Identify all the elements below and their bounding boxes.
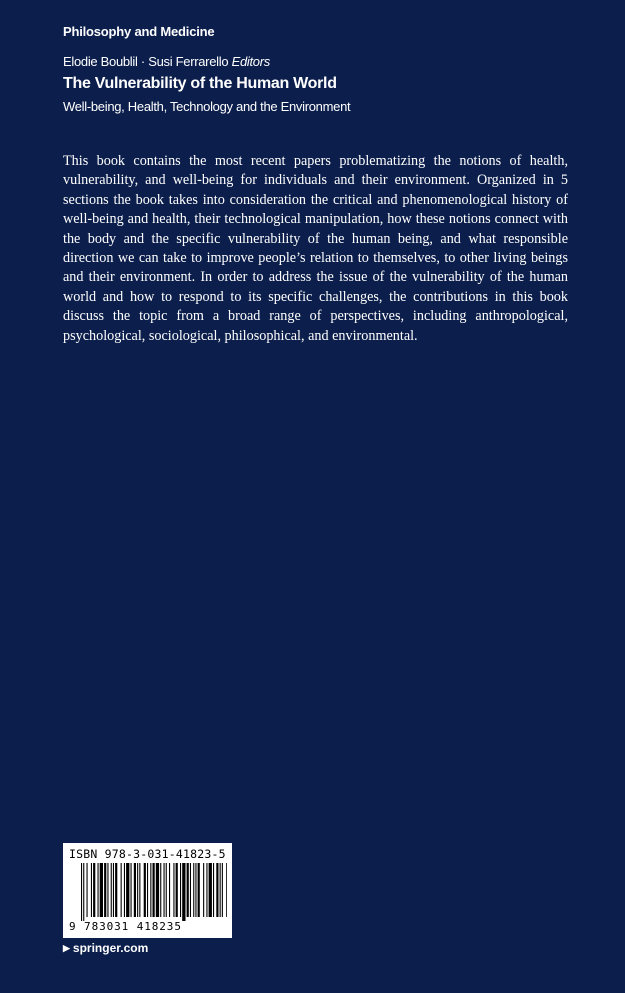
- barcode-icon: [81, 863, 227, 921]
- barcode-bar: [87, 863, 88, 917]
- editors-line: [63, 54, 270, 69]
- barcode-bar: [121, 863, 122, 917]
- barcode-bar: [107, 863, 108, 917]
- barcode-bar: [193, 863, 194, 917]
- barcode-bar: [113, 863, 114, 917]
- barcode-bar: [216, 863, 218, 917]
- book-description: This book contains the most recent papers problematizing the notions of health, vulnerability, and well-being for individuals and their environment. Organized in 5 sections the book takes into consideration the critical and phenomenological history of well-being and health, their technological manipulation, how these notions connect with the body and the specific vulnerability of the human being, and what responsible direction we can take to improve people’s relation to themselves, to other living beings and their environment. In order to address the issue of the vulnerability of the human world and how to respond to its specific challenges, the contributions in this book discuss the topic from a broad range of perspectives, including anthropological, psychological, sociological, philosophical, and environmental.: [63, 153, 568, 344]
- editor-names: Elodie Boublil · Susi Ferrarello: [63, 54, 229, 69]
- barcode-bar: [173, 863, 174, 917]
- barcode-bar: [139, 863, 140, 917]
- barcode-bar: [187, 863, 189, 917]
- barcode-bar: [131, 863, 132, 917]
- barcode-bar: [124, 863, 125, 917]
- barcode-bar: [203, 863, 204, 917]
- barcode-bar: [160, 863, 161, 917]
- barcode-bar: [213, 863, 214, 917]
- barcode-bar: [198, 863, 200, 917]
- barcode-bar: [81, 863, 82, 921]
- barcode-bar: [137, 863, 138, 917]
- barcode-bar: [111, 863, 112, 917]
- barcode-bar: [115, 863, 117, 917]
- barcode-bar: [150, 863, 151, 917]
- barcode-bar: [164, 863, 165, 917]
- barcode-bar: [222, 863, 223, 917]
- barcode-bar: [180, 863, 181, 917]
- series-title: Philosophy and Medicine: [63, 24, 215, 39]
- publisher-link[interactable]: [63, 941, 148, 955]
- barcode-box: [63, 843, 232, 938]
- book-title: The Vulnerability of the Human World: [63, 75, 337, 92]
- barcode-bar: [104, 863, 106, 917]
- barcode-bar: [93, 863, 95, 917]
- book-subtitle: Well-being, Health, Technology and the Environment: [63, 99, 351, 114]
- barcode-bar: [126, 863, 129, 917]
- isbn-label: ISBN 978-3-031-41823-5: [69, 847, 226, 861]
- barcode-bar: [226, 863, 227, 917]
- barcode-bar: [190, 863, 191, 917]
- barcode-bar: [147, 863, 148, 917]
- barcode-bar: [156, 863, 159, 917]
- barcode-bar: [153, 863, 155, 917]
- triangle-right-icon: ▶: [63, 943, 70, 953]
- barcode-bar: [144, 863, 146, 917]
- barcode-bar: [206, 863, 207, 917]
- barcode-bar: [182, 863, 185, 921]
- barcode-bar: [98, 863, 99, 917]
- barcode-bar: [134, 863, 136, 917]
- barcode-bar: [100, 863, 103, 917]
- barcode-digits: 9 783031 418235: [69, 920, 182, 933]
- barcode-bar: [220, 863, 221, 917]
- barcode-bar: [169, 863, 170, 917]
- publisher-url: springer.com: [72, 941, 149, 955]
- barcode-bar: [91, 863, 92, 917]
- barcode-bar: [209, 863, 212, 917]
- editor-role: Editors: [231, 54, 270, 69]
- barcode-bar: [195, 863, 196, 917]
- barcode-bar: [176, 863, 178, 917]
- barcode-bar: [166, 863, 167, 917]
- barcode-bar: [83, 863, 84, 921]
